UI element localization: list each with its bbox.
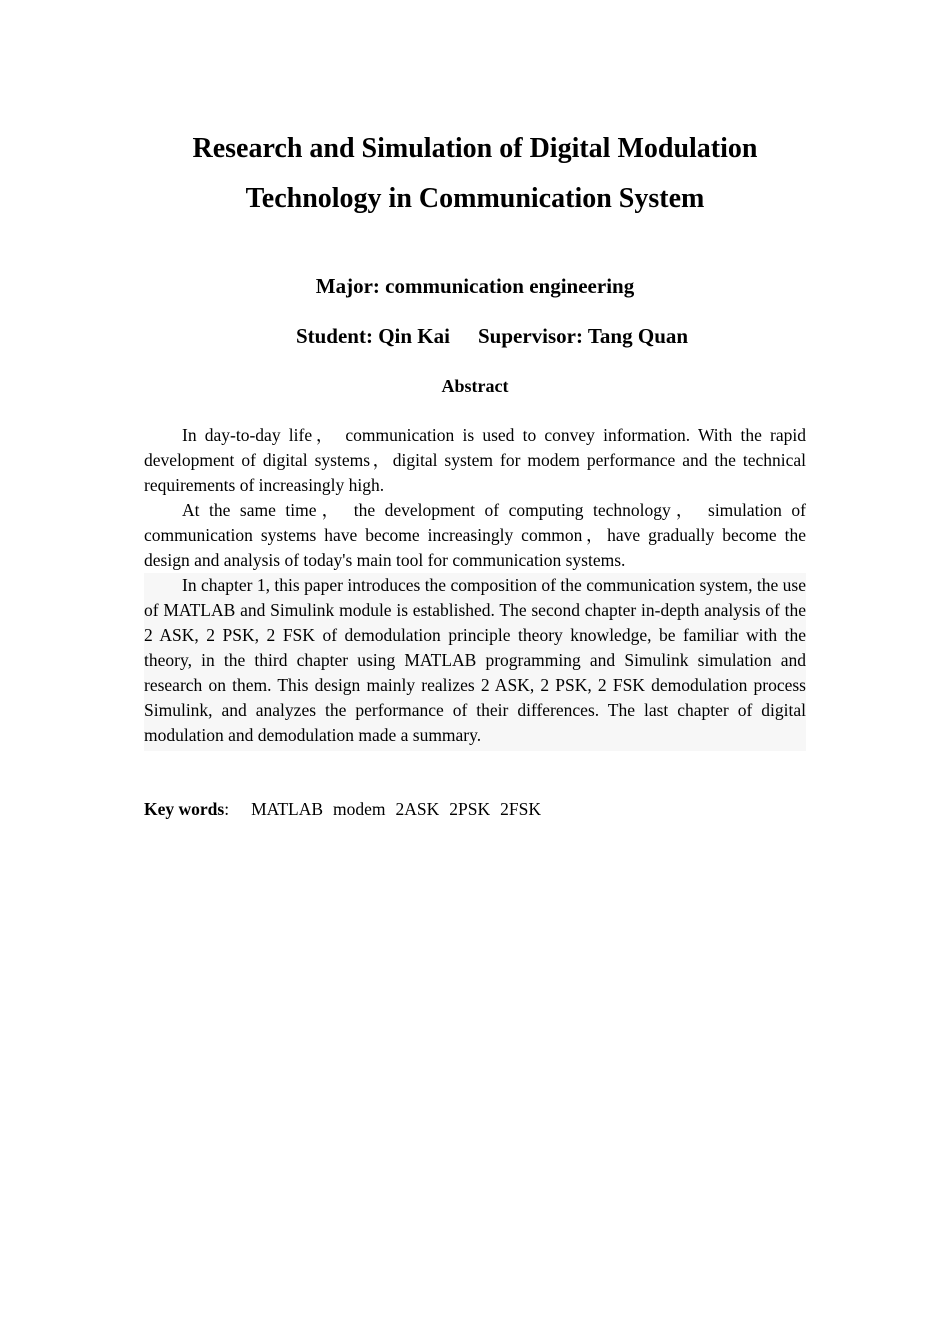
keyword-item: modem	[333, 799, 386, 819]
abstract-paragraph-1: In day-to-day life， communication is used to convey information. With the rapid development of digital systems，digital system for modem performance and the technical requirements of increasingly high.	[144, 425, 806, 495]
author-line	[0, 323, 950, 349]
supervisor-name: Supervisor: Tang Quan	[477, 324, 689, 348]
keyword-item: 2ASK	[395, 799, 440, 819]
keyword-item: MATLAB	[251, 799, 324, 819]
keywords-colon: :	[224, 799, 230, 819]
abstract-paragraph-3: In chapter 1, this paper introduces the composition of the communication system, the use of MATLAB and Simulink module is established. The second chapter in-depth analysis of the 2 ASK, 2 PSK, 2 FSK of demodulation principle theory knowledge, be familiar with the theory, in the third chapter using MATLAB programming and Simulink simulation and research on them. This design mainly realizes 2 ASK, 2 PSK, 2 FSK demodulation process Simulink, and analyzes the performance of their differences. The last chapter of digital modulation and demodulation made a summary.	[144, 573, 806, 751]
major-line: Major: communication engineering	[315, 274, 635, 298]
title-line-1: Research and Simulation of Digital Modulation	[192, 133, 758, 164]
keywords-line	[144, 797, 551, 822]
abstract-paragraph-2: At the same time， the development of computing technology， simulation of communication systems have become increasingly common，have gradually become the design and analysis of today's main tool for communication systems.	[144, 500, 806, 570]
abstract-heading: Abstract	[441, 376, 509, 396]
keywords-label: Key words	[144, 799, 225, 819]
keyword-item: 2PSK	[449, 799, 491, 819]
title-line-2: Technology in Communication System	[245, 183, 705, 214]
student-name: Student: Qin Kai	[295, 324, 450, 348]
abstract-body	[144, 423, 806, 751]
keyword-item: 2FSK	[500, 799, 542, 819]
